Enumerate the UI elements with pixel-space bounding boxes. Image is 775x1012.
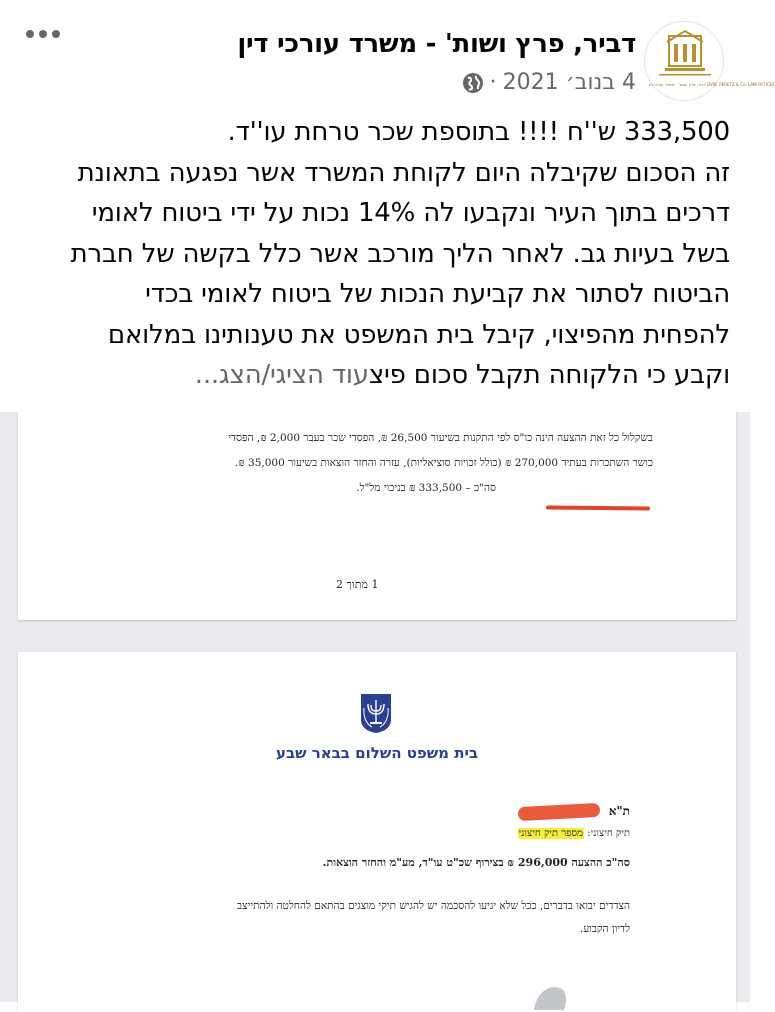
- globe-icon[interactable]: [462, 72, 484, 94]
- doc-line: לדיון הקבוע.: [579, 923, 630, 935]
- post-line: זה הסכום שקיבלה היום לקוחת המשרד אשר נפגעה בתאונת: [77, 157, 730, 188]
- post-header: [0, 0, 775, 110]
- post-text: [18, 112, 730, 396]
- law-office-logo-icon: [645, 22, 775, 102]
- meta-separator: ·: [489, 70, 497, 95]
- post-line: להפחית מהפיצוי, קיבל בית המשפט את טענותינו במלואם: [107, 319, 730, 350]
- red-underline-annotation: [546, 505, 650, 510]
- post-line: בשל בעיות גב. לאחר הליך מורכב אשר כלל בקשה של חברת: [70, 238, 730, 269]
- post-attachment[interactable]: [0, 412, 750, 1002]
- file-value-highlight: מספר תיק חיצוני: [518, 828, 583, 839]
- post-meta: [462, 70, 636, 95]
- case-party-label: ת"א: [608, 804, 630, 818]
- post-line: [18, 355, 730, 396]
- post-line: 333,500 ש''ח !!!! בתוספת שכר טרחת עו''ד.: [227, 117, 730, 147]
- stamp-fragment-icon: [530, 980, 570, 1010]
- document-page-2[interactable]: [18, 652, 736, 1012]
- doc-page-number: 1 מתוך 2: [336, 578, 379, 591]
- doc-total-line: סה"כ – 333,500 ₪ בניכוי מל"ל.: [356, 482, 496, 494]
- document-page-1[interactable]: [18, 412, 736, 620]
- avatar-caption: דביר, פרץ ושות' - משרד עורכי דין DVIR, PERETZ & Co. LAW OFFICES: [649, 82, 775, 87]
- doc-line: כושר השתכרות בעתיד 270,000 ₪ (כולל זכויות סוציאליות), עזרה והחזר הוצאות בשיעור 35,000 ₪.: [234, 457, 653, 469]
- more-options-icon[interactable]: [26, 30, 60, 38]
- post-line: דרכים בתוך העיר ונקבעו לה 14% נכות על ידי ביטוח לאומי: [91, 198, 730, 228]
- state-emblem-icon: [358, 692, 394, 734]
- page-avatar[interactable]: [644, 21, 775, 101]
- page-name-link[interactable]: דביר, פרץ ושות' - משרד עורכי דין: [237, 29, 636, 59]
- doc-line: בשקלול כל זאת ההצעה הינה כו"ס לפי התקנות בשיעור 26,500 ₪, הפסדי שכר בעבר 2,000 ₪, הפסדי: [228, 432, 653, 444]
- post-line-truncated: וקבע כי הלקוחה תקבל סכום פיצ: [368, 360, 730, 390]
- post-date-link[interactable]: 4 בנוב׳ 2021: [502, 70, 636, 95]
- file-line: [518, 828, 630, 839]
- doc-line: הצדדים יבואו בדברים, ככל שלא יגיעו להסכמה יש להגיש תיקי מוצגים בהתאם להחלטה ולהתייצב: [237, 900, 630, 912]
- offer-line: סה"כ ההצעה 296,000 ₪ בצירוף שכ"ט עו"ד, מע"מ והחזר הוצאות.: [322, 856, 630, 869]
- file-label: תיק חיצוני:: [587, 828, 630, 839]
- see-more-link[interactable]: עוד הציגי/הצג...: [194, 360, 369, 390]
- post-line: הביטוח לסתור את קביעת הנכות של ביטוח לאומי בכדי: [145, 279, 730, 309]
- court-name: בית משפט השלום בבאר שבע: [275, 744, 479, 762]
- redaction-mark: [518, 803, 601, 821]
